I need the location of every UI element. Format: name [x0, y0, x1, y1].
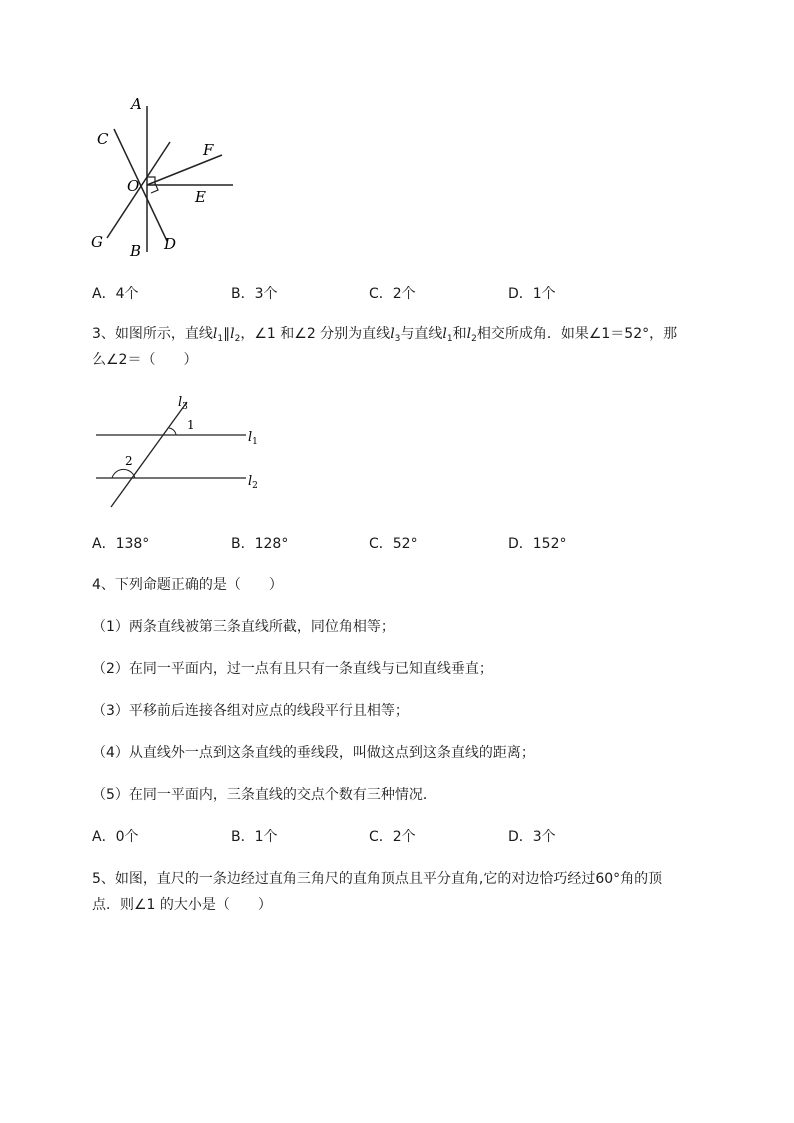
q4-option-d: D．3个 — [508, 829, 556, 845]
q2-option-a: A．4个 — [92, 286, 139, 302]
figure-lines-through-o — [85, 92, 235, 262]
label-angle-1: 1 — [187, 418, 195, 432]
label-f: F — [203, 141, 214, 159]
label-e: E — [195, 188, 206, 206]
q3-stem-line-1: 3、如图所示，直线$l_1\parallel l_2$，∠1 和∠2 分别为直线$l_3$与直线$l_1$和$l_2$相交所成角．如果∠1＝52°，那 — [92, 326, 678, 344]
q4-statement-3: （3）平移前后连接各组对应点的线段平行且相等； — [92, 703, 409, 719]
q3-option-d: D．152° — [508, 536, 567, 552]
label-a: A — [131, 95, 142, 113]
q4-statement-5: （5）在同一平面内，三条直线的交点个数有三种情况． — [92, 787, 437, 803]
q3-stem-line-2: 么∠2＝（ ） — [92, 352, 198, 368]
q5-stem-line-2: 点．则∠1 的大小是（ ） — [92, 897, 272, 913]
label-c: C — [97, 130, 109, 148]
q2-option-b: B．3个 — [231, 286, 278, 302]
q4-statement-1: （1）两条直线被第三条直线所截，同位角相等； — [92, 619, 395, 635]
q2-option-c: C．2个 — [369, 286, 416, 302]
q4-option-b: B．1个 — [231, 829, 278, 845]
q3-option-b: B．128° — [231, 536, 289, 552]
line-l3 — [111, 402, 187, 507]
label-b: B — [130, 242, 142, 260]
label-l3: $l_3$ — [178, 395, 188, 412]
angle-2-arc — [112, 469, 135, 478]
q4-option-a: A．0个 — [92, 829, 139, 845]
q4-stem: 4、下列命题正确的是（ ） — [92, 577, 283, 593]
label-l1: $l_1$ — [248, 430, 258, 447]
label-g: G — [91, 233, 103, 251]
q2-option-d: D．1个 — [508, 286, 556, 302]
figure-parallel-lines — [88, 392, 278, 514]
label-angle-2: 2 — [125, 454, 133, 468]
q4-statement-2: （2）在同一平面内，过一点有且只有一条直线与已知直线垂直； — [92, 661, 493, 677]
label-l2: $l_2$ — [248, 474, 258, 491]
q4-option-c: C．2个 — [369, 829, 416, 845]
q4-statement-4: （4）从直线外一点到这条直线的垂线段，叫做这点到这条直线的距离； — [92, 745, 535, 761]
q5-stem-line-1: 5、如图，直尺的一条边经过直角三角尺的直角顶点且平分直角,它的对边恰巧经过60°角的顶 — [92, 871, 663, 887]
label-d: D — [164, 235, 177, 253]
q3-option-a: A．138° — [92, 536, 150, 552]
label-o: O — [127, 177, 140, 195]
q3-option-c: C．52° — [369, 536, 418, 552]
angle-1-arc — [169, 428, 176, 435]
